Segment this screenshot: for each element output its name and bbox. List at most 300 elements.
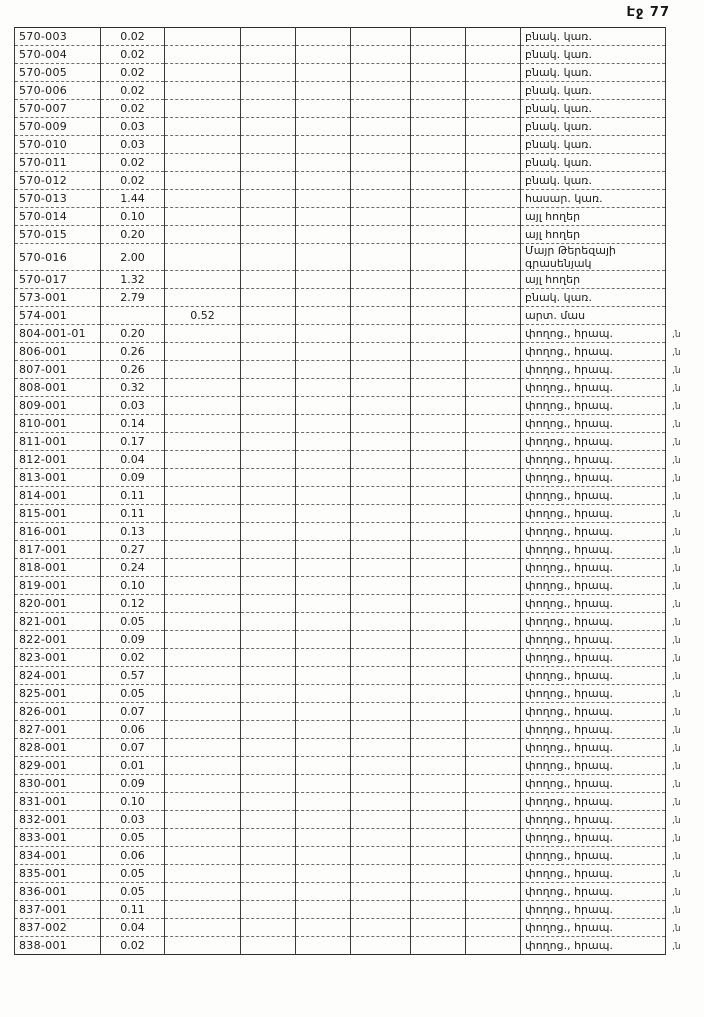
cell-landuse-label: փողոց., հրապ. — [521, 451, 666, 469]
cell-empty — [241, 901, 296, 919]
cell-empty — [296, 523, 351, 541]
cell-area-secondary — [165, 919, 241, 937]
cell-empty — [296, 919, 351, 937]
margin-note: ,ն — [672, 455, 681, 466]
cell-area-secondary — [165, 361, 241, 379]
cell-empty — [411, 28, 466, 46]
cell-area-secondary — [165, 937, 241, 955]
cell-landuse-label: բնակ. կառ. — [521, 289, 666, 307]
table-row — [15, 82, 666, 100]
cell-area-primary: 0.02 — [101, 64, 165, 82]
cell-parcel-code: 826-001 — [15, 703, 101, 721]
cell-empty — [296, 667, 351, 685]
cell-area-secondary — [165, 829, 241, 847]
cell-empty — [241, 685, 296, 703]
cell-area-primary: 0.01 — [101, 757, 165, 775]
cell-landuse-label: փողոց., հրապ. — [521, 415, 666, 433]
cell-area-primary: 0.09 — [101, 469, 165, 487]
cell-empty — [351, 361, 411, 379]
cell-area-primary: 0.17 — [101, 433, 165, 451]
table-row — [15, 154, 666, 172]
cell-empty — [296, 307, 351, 325]
cell-landuse-label: բնակ. կառ. — [521, 46, 666, 64]
cell-empty — [351, 523, 411, 541]
cell-parcel-code: 818-001 — [15, 559, 101, 577]
cell-empty — [466, 505, 521, 523]
cell-area-secondary — [165, 451, 241, 469]
margin-note: ,ն — [672, 329, 681, 340]
cell-empty — [241, 739, 296, 757]
cell-area-primary: 0.09 — [101, 775, 165, 793]
cell-parcel-code: 819-001 — [15, 577, 101, 595]
cell-area-secondary — [165, 595, 241, 613]
table-row — [15, 703, 666, 721]
cell-empty — [466, 937, 521, 955]
cell-empty — [351, 415, 411, 433]
cell-area-secondary — [165, 559, 241, 577]
cell-empty — [296, 289, 351, 307]
table-row — [15, 46, 666, 64]
cell-area-primary: 0.04 — [101, 451, 165, 469]
cell-empty — [411, 64, 466, 82]
cell-landuse-label: բնակ. կառ. — [521, 154, 666, 172]
cell-empty — [351, 757, 411, 775]
cell-empty — [351, 154, 411, 172]
cell-empty — [411, 937, 466, 955]
cell-area-primary: 0.03 — [101, 811, 165, 829]
table-row — [15, 415, 666, 433]
cell-landuse-label: բնակ. կառ. — [521, 64, 666, 82]
margin-note: ,ն — [672, 833, 681, 844]
table-row — [15, 190, 666, 208]
cell-empty — [411, 667, 466, 685]
cell-area-secondary — [165, 415, 241, 433]
cell-empty — [411, 100, 466, 118]
table-row — [15, 775, 666, 793]
cell-empty — [411, 865, 466, 883]
cell-area-secondary — [165, 505, 241, 523]
cell-empty — [296, 226, 351, 244]
table-row — [15, 343, 666, 361]
cell-empty — [241, 361, 296, 379]
cell-empty — [241, 82, 296, 100]
margin-note: ,ն — [672, 923, 681, 934]
cell-area-primary: 0.05 — [101, 865, 165, 883]
cell-landuse-label: փողոց., հրապ. — [521, 793, 666, 811]
cell-empty — [466, 100, 521, 118]
cell-parcel-code: 816-001 — [15, 523, 101, 541]
cell-empty — [241, 613, 296, 631]
cell-empty — [241, 505, 296, 523]
cell-empty — [296, 613, 351, 631]
cell-area-secondary — [165, 739, 241, 757]
cell-parcel-code: 835-001 — [15, 865, 101, 883]
cell-empty — [296, 208, 351, 226]
cell-landuse-label: բնակ. կառ. — [521, 172, 666, 190]
cell-empty — [466, 721, 521, 739]
cell-parcel-code: 829-001 — [15, 757, 101, 775]
table-row — [15, 64, 666, 82]
cell-area-secondary — [165, 190, 241, 208]
table-row — [15, 487, 666, 505]
cell-landuse-label: փողոց., հրապ. — [521, 919, 666, 937]
cell-landuse-label: այլ հողեր — [521, 226, 666, 244]
cell-area-secondary: 0.52 — [165, 307, 241, 325]
cell-area-primary: 0.02 — [101, 649, 165, 667]
cell-parcel-code: 830-001 — [15, 775, 101, 793]
margin-note: ,ն — [672, 527, 681, 538]
cell-area-primary: 0.12 — [101, 595, 165, 613]
cell-empty — [296, 595, 351, 613]
cell-landuse-label: փողոց., հրապ. — [521, 901, 666, 919]
table-row — [15, 865, 666, 883]
cell-empty — [351, 28, 411, 46]
cell-landuse-label: այլ հողեր — [521, 208, 666, 226]
cell-landuse-label: փողոց., հրապ. — [521, 937, 666, 955]
cell-empty — [411, 244, 466, 271]
cell-area-secondary — [165, 775, 241, 793]
cell-landuse-label: փողոց., հրապ. — [521, 829, 666, 847]
cell-empty — [351, 667, 411, 685]
cell-empty — [411, 901, 466, 919]
cell-empty — [411, 721, 466, 739]
cell-empty — [351, 289, 411, 307]
table-row — [15, 289, 666, 307]
table-row — [15, 397, 666, 415]
cell-empty — [466, 631, 521, 649]
cell-landuse-label: այլ հողեր — [521, 271, 666, 289]
cell-empty — [351, 883, 411, 901]
cell-empty — [466, 469, 521, 487]
cell-landuse-label: փողոց., հրապ. — [521, 847, 666, 865]
table-row — [15, 739, 666, 757]
cell-empty — [296, 271, 351, 289]
table-row — [15, 325, 666, 343]
cell-empty — [241, 325, 296, 343]
cell-area-primary: 0.03 — [101, 397, 165, 415]
cell-empty — [241, 64, 296, 82]
margin-note: ,ն — [672, 491, 681, 502]
cell-empty — [351, 865, 411, 883]
cell-empty — [241, 271, 296, 289]
table-row — [15, 757, 666, 775]
cell-empty — [241, 469, 296, 487]
cell-area-primary: 0.04 — [101, 919, 165, 937]
cell-area-secondary — [165, 28, 241, 46]
cell-area-secondary — [165, 64, 241, 82]
margin-note: ,ն — [672, 563, 681, 574]
cell-area-secondary — [165, 865, 241, 883]
cell-landuse-label: բնակ. կառ. — [521, 28, 666, 46]
cell-empty — [296, 361, 351, 379]
cell-empty — [466, 559, 521, 577]
cell-area-primary: 0.10 — [101, 793, 165, 811]
cell-empty — [411, 325, 466, 343]
cell-parcel-code: 570-017 — [15, 271, 101, 289]
cell-empty — [411, 469, 466, 487]
cell-empty — [466, 208, 521, 226]
margin-note: ,ն — [672, 347, 681, 358]
cell-empty — [411, 883, 466, 901]
cell-landuse-label: բնակ. կառ. — [521, 82, 666, 100]
cell-parcel-code: 570-006 — [15, 82, 101, 100]
margin-note: ,ն — [672, 419, 681, 430]
cell-area-primary: 0.14 — [101, 415, 165, 433]
table-row — [15, 226, 666, 244]
margin-note: ,ն — [672, 599, 681, 610]
cell-empty — [411, 631, 466, 649]
cell-area-secondary — [165, 541, 241, 559]
cell-empty — [411, 82, 466, 100]
table-row — [15, 541, 666, 559]
cell-empty — [296, 190, 351, 208]
cell-parcel-code: 570-009 — [15, 118, 101, 136]
cell-area-primary: 0.02 — [101, 154, 165, 172]
cell-empty — [241, 154, 296, 172]
cell-landuse-label: փողոց., հրապ. — [521, 721, 666, 739]
cell-empty — [466, 523, 521, 541]
margin-note: ,ն — [672, 509, 681, 520]
cell-landuse-label: փողոց., հրապ. — [521, 649, 666, 667]
cell-empty — [411, 154, 466, 172]
cell-empty — [411, 289, 466, 307]
cell-empty — [466, 118, 521, 136]
cell-empty — [466, 271, 521, 289]
cell-empty — [296, 811, 351, 829]
table-row — [15, 793, 666, 811]
cell-parcel-code: 570-005 — [15, 64, 101, 82]
cell-landuse-label: բնակ. կառ. — [521, 118, 666, 136]
cell-empty — [411, 649, 466, 667]
table-row — [15, 685, 666, 703]
cell-empty — [466, 361, 521, 379]
cell-empty — [296, 829, 351, 847]
cell-empty — [351, 937, 411, 955]
cell-area-secondary — [165, 847, 241, 865]
cell-empty — [351, 919, 411, 937]
cell-empty — [411, 739, 466, 757]
cell-empty — [466, 154, 521, 172]
cell-empty — [296, 118, 351, 136]
cell-empty — [351, 901, 411, 919]
cell-parcel-code: 573-001 — [15, 289, 101, 307]
cell-parcel-code: 813-001 — [15, 469, 101, 487]
cell-empty — [241, 244, 296, 271]
margin-note: ,ն — [672, 887, 681, 898]
cell-parcel-code: 570-012 — [15, 172, 101, 190]
cell-empty — [351, 559, 411, 577]
cell-area-secondary — [165, 667, 241, 685]
cell-empty — [296, 154, 351, 172]
margin-note: ,ն — [672, 797, 681, 808]
cell-empty — [351, 487, 411, 505]
cell-area-primary: 0.02 — [101, 937, 165, 955]
cell-empty — [411, 379, 466, 397]
cell-parcel-code: 817-001 — [15, 541, 101, 559]
cell-empty — [351, 595, 411, 613]
margin-note: ,ն — [672, 761, 681, 772]
cell-empty — [351, 307, 411, 325]
cell-area-primary: 1.44 — [101, 190, 165, 208]
cell-empty — [351, 82, 411, 100]
cell-empty — [466, 136, 521, 154]
cell-empty — [296, 136, 351, 154]
cell-empty — [241, 172, 296, 190]
cell-parcel-code: 827-001 — [15, 721, 101, 739]
cell-landuse-label: փողոց., հրապ. — [521, 379, 666, 397]
cell-empty — [351, 631, 411, 649]
cell-empty — [411, 559, 466, 577]
cell-area-primary: 0.11 — [101, 487, 165, 505]
cell-landuse-label: բնակ. կառ. — [521, 136, 666, 154]
cell-empty — [411, 505, 466, 523]
cell-parcel-code: 837-001 — [15, 901, 101, 919]
cell-empty — [466, 775, 521, 793]
cell-area-secondary — [165, 901, 241, 919]
cell-empty — [241, 190, 296, 208]
cell-area-primary: 0.05 — [101, 685, 165, 703]
cell-area-secondary — [165, 208, 241, 226]
cell-empty — [466, 865, 521, 883]
table-row — [15, 883, 666, 901]
cell-area-secondary — [165, 136, 241, 154]
cell-area-primary: 2.00 — [101, 244, 165, 271]
cell-empty — [241, 379, 296, 397]
cell-empty — [351, 100, 411, 118]
cell-empty — [296, 469, 351, 487]
table-row — [15, 559, 666, 577]
cell-area-secondary — [165, 154, 241, 172]
cell-empty — [411, 829, 466, 847]
cell-empty — [241, 937, 296, 955]
cell-empty — [411, 208, 466, 226]
cell-area-primary: 0.20 — [101, 325, 165, 343]
cell-empty — [466, 172, 521, 190]
cell-empty — [241, 847, 296, 865]
cell-empty — [241, 415, 296, 433]
cell-empty — [411, 487, 466, 505]
cell-empty — [241, 703, 296, 721]
margin-note: ,ն — [672, 815, 681, 826]
cell-empty — [241, 721, 296, 739]
cell-empty — [351, 64, 411, 82]
cell-empty — [241, 289, 296, 307]
cell-empty — [466, 28, 521, 46]
cell-parcel-code: 823-001 — [15, 649, 101, 667]
cell-landuse-label: փողոց., հրապ. — [521, 433, 666, 451]
cell-empty — [466, 739, 521, 757]
table-row — [15, 523, 666, 541]
cell-landuse-label: փողոց., հրապ. — [521, 685, 666, 703]
cell-empty — [296, 415, 351, 433]
cell-area-secondary — [165, 46, 241, 64]
cell-empty — [466, 757, 521, 775]
cell-area-secondary — [165, 613, 241, 631]
margin-note: ,ն — [672, 383, 681, 394]
cell-empty — [411, 343, 466, 361]
cell-parcel-code: 832-001 — [15, 811, 101, 829]
cell-area-secondary — [165, 721, 241, 739]
cell-parcel-code: 821-001 — [15, 613, 101, 631]
cell-area-primary: 0.03 — [101, 136, 165, 154]
cell-parcel-code: 808-001 — [15, 379, 101, 397]
cell-empty — [351, 46, 411, 64]
margin-note: ,ն — [672, 671, 681, 682]
cell-empty — [241, 631, 296, 649]
cell-area-secondary — [165, 325, 241, 343]
cell-empty — [241, 541, 296, 559]
cell-empty — [351, 505, 411, 523]
cell-area-primary: 0.13 — [101, 523, 165, 541]
cell-landuse-label: փողոց., հրապ. — [521, 613, 666, 631]
cell-empty — [466, 847, 521, 865]
cell-empty — [241, 667, 296, 685]
cell-empty — [466, 397, 521, 415]
cell-empty — [411, 46, 466, 64]
cell-area-primary: 0.26 — [101, 343, 165, 361]
cell-empty — [351, 226, 411, 244]
margin-note: ,ն — [672, 653, 681, 664]
cell-empty — [296, 172, 351, 190]
cell-parcel-code: 814-001 — [15, 487, 101, 505]
cell-landuse-label: փողոց., հրապ. — [521, 757, 666, 775]
table-row — [15, 667, 666, 685]
cell-parcel-code: 822-001 — [15, 631, 101, 649]
cell-area-primary: 2.79 — [101, 289, 165, 307]
table-row — [15, 136, 666, 154]
cell-empty — [241, 397, 296, 415]
cell-empty — [351, 847, 411, 865]
cell-empty — [296, 64, 351, 82]
cell-area-primary: 0.32 — [101, 379, 165, 397]
cell-area-primary: 0.07 — [101, 703, 165, 721]
cell-empty — [241, 829, 296, 847]
cell-empty — [241, 559, 296, 577]
cell-area-secondary — [165, 757, 241, 775]
cell-empty — [241, 649, 296, 667]
cell-empty — [466, 343, 521, 361]
cell-empty — [466, 703, 521, 721]
cell-empty — [296, 937, 351, 955]
cell-empty — [411, 919, 466, 937]
cell-empty — [351, 379, 411, 397]
cell-parcel-code: 836-001 — [15, 883, 101, 901]
cell-empty — [296, 865, 351, 883]
cell-empty — [411, 415, 466, 433]
cell-empty — [351, 190, 411, 208]
cell-parcel-code: 570-014 — [15, 208, 101, 226]
land-parcel-table — [14, 27, 666, 955]
cell-empty — [296, 559, 351, 577]
cell-parcel-code: 570-016 — [15, 244, 101, 271]
cell-empty — [351, 829, 411, 847]
cell-area-primary: 0.10 — [101, 208, 165, 226]
cell-empty — [241, 577, 296, 595]
cell-parcel-code: 810-001 — [15, 415, 101, 433]
cell-empty — [351, 433, 411, 451]
cell-empty — [296, 379, 351, 397]
cell-area-secondary — [165, 172, 241, 190]
cell-parcel-code: 834-001 — [15, 847, 101, 865]
cell-empty — [411, 577, 466, 595]
cell-landuse-label: փողոց., հրապ. — [521, 865, 666, 883]
margin-note: ,ն — [672, 617, 681, 628]
cell-empty — [351, 172, 411, 190]
cell-empty — [296, 343, 351, 361]
cell-area-secondary — [165, 271, 241, 289]
cell-empty — [466, 487, 521, 505]
cell-empty — [241, 883, 296, 901]
